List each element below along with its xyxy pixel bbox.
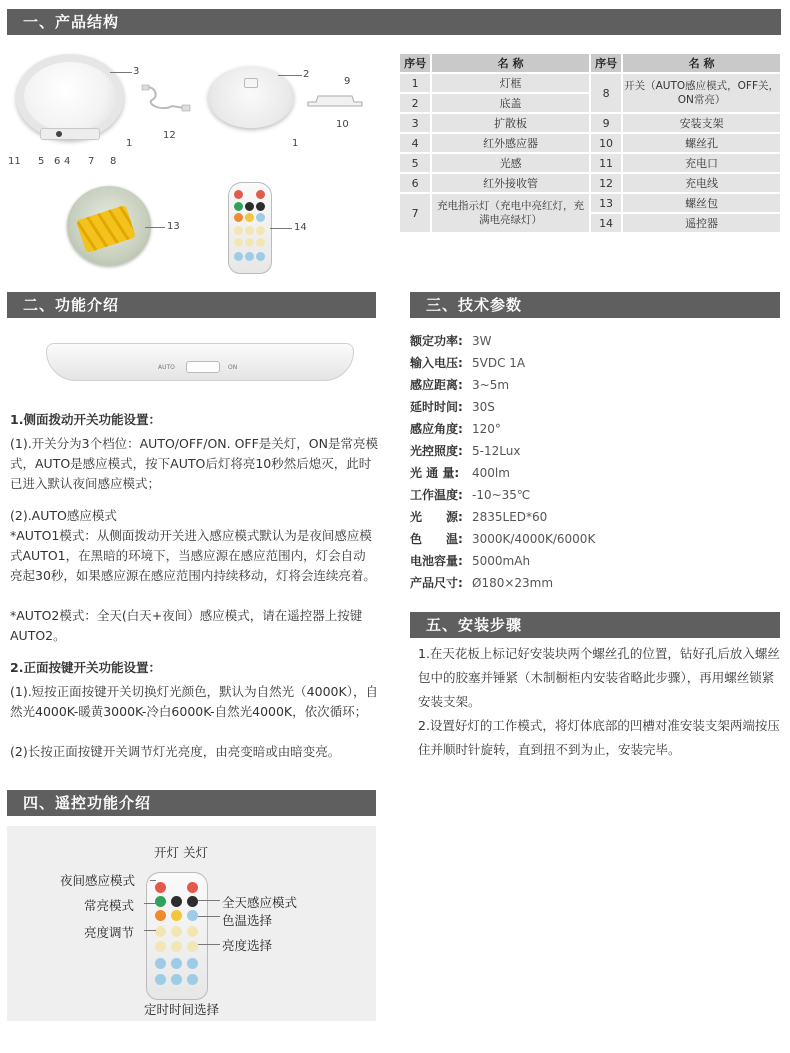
lamp-back-detail bbox=[244, 78, 258, 88]
install-step-1: 1.在天花板上标记好安装块两个螺丝孔的位置，钻好孔后放入螺丝包中的胶塞并锤紧（木制橱柜内安装省略此步骤），再用螺丝锁紧安装支架。 bbox=[418, 646, 780, 709]
btn-on bbox=[155, 882, 166, 893]
remote-label-timer: 定时时间选择 bbox=[144, 1002, 220, 1017]
switch-label-auto: AUTO bbox=[158, 364, 175, 371]
side-switch bbox=[186, 361, 220, 373]
table-cell: 13 bbox=[591, 194, 621, 212]
table-cell: 红外接收管 bbox=[432, 174, 589, 192]
callout-9: 9 bbox=[344, 76, 351, 87]
header-name-1: 名 称 bbox=[432, 54, 589, 72]
callout-6: 6 bbox=[54, 156, 61, 167]
btn-off bbox=[187, 882, 198, 893]
spec-row: 光 通 量: 400lm bbox=[410, 466, 510, 480]
lamp-front-base bbox=[40, 128, 100, 140]
table-cell: 5 bbox=[400, 154, 430, 172]
func-heading-2: 2.正面按键开关功能设置： bbox=[10, 660, 161, 675]
header-name-2: 名 称 bbox=[623, 54, 780, 72]
callout-2: 2 bbox=[303, 69, 310, 80]
remote-label-on-off: 开灯 关灯 bbox=[154, 845, 208, 860]
table-cell: 6 bbox=[400, 174, 430, 192]
table-cell: 底盖 bbox=[432, 94, 589, 112]
lamp-sensor-dots bbox=[56, 131, 62, 137]
callout-11: 11 bbox=[8, 156, 21, 167]
table-cell: 安装支架 bbox=[623, 114, 780, 132]
table-cell: 10 bbox=[591, 134, 621, 152]
table-cell: 7 bbox=[400, 194, 430, 232]
table-cell: 遥控器 bbox=[623, 214, 780, 232]
callout-7: 7 bbox=[88, 156, 95, 167]
table-cell: 扩散板 bbox=[432, 114, 589, 132]
spec-row: 光 源: 2835LED*60 bbox=[410, 510, 548, 524]
table-cell: 1 bbox=[400, 74, 430, 92]
table-cell: 12 bbox=[591, 174, 621, 192]
spec-row: 额定功率: 3W bbox=[410, 334, 492, 348]
callout-3: 3 bbox=[133, 66, 140, 77]
remote-label-all-day: 全天感应模式 bbox=[222, 895, 298, 910]
callout-12: 12 bbox=[163, 130, 176, 141]
section-header-specs: 三、技术参数 bbox=[410, 292, 780, 318]
table-cell: 螺丝包 bbox=[623, 194, 780, 212]
section-header-remote: 四、遥控功能介绍 bbox=[7, 790, 376, 816]
callout-10: 10 bbox=[336, 119, 349, 130]
table-cell: 开关（AUTO感应模式，OFF关，ON常亮） bbox=[623, 74, 780, 112]
remote-label-brightness-sel: 亮度选择 bbox=[222, 938, 273, 953]
remote-label-color-temp: 色温选择 bbox=[222, 913, 273, 928]
switch-label-on: ON bbox=[228, 364, 238, 371]
install-step-2: 2.设置好灯的工作模式，将灯体底部的凹槽对准安装支架两端按压住并顺时针旋转，直到扭不到为止，安装完毕。 bbox=[418, 718, 780, 757]
remote-label-brightness-adj: 亮度调节 bbox=[84, 925, 135, 940]
section-header-install: 五、安装步骤 bbox=[410, 612, 780, 638]
callout-1: 1 bbox=[126, 138, 133, 149]
callout-13: 13 bbox=[167, 221, 180, 232]
mounting-bracket-image bbox=[306, 88, 364, 112]
table-cell: 光感 bbox=[432, 154, 589, 172]
table-cell: 充电口 bbox=[623, 154, 780, 172]
callout-5: 5 bbox=[38, 156, 45, 167]
func-para-4: (2)长按正面按键开关调节灯光亮度，由亮变暗或由暗变亮。 bbox=[10, 744, 341, 759]
callout-4: 4 bbox=[64, 156, 71, 167]
table-cell: 灯框 bbox=[432, 74, 589, 92]
table-cell: 4 bbox=[400, 134, 430, 152]
spec-row: 产品尺寸: Ø180×23mm bbox=[410, 576, 554, 590]
table-cell: 2 bbox=[400, 94, 430, 112]
table-cell: 9 bbox=[591, 114, 621, 132]
table-cell: 充电指示灯（充电中亮红灯，充满电亮绿灯） bbox=[432, 194, 589, 232]
table-cell: 3 bbox=[400, 114, 430, 132]
table-cell: 螺丝孔 bbox=[623, 134, 780, 152]
remote-label-night: 夜间感应模式 bbox=[60, 873, 136, 888]
func-para-3: (1).短按正面按键开关切换灯光颜色，默认为自然光（4000K），自然光4000K-暖黄3000K-冷白6000K-自然光4000K，依次循环； bbox=[10, 684, 378, 719]
func-heading-1: 1.侧面拨动开关功能设置： bbox=[10, 412, 161, 427]
parts-table bbox=[398, 52, 782, 234]
func-para-1: (1).开关分为3个档位：AUTO/OFF/ON. OFF是关灯，ON是常亮模式，AUTO是感应模式，按下AUTO后灯将亮10秒然后熄灭，此时已进入默认夜间感应模式； bbox=[10, 436, 378, 491]
table-cell: 红外感应器 bbox=[432, 134, 589, 152]
spec-row: 电池容量: 5000mAh bbox=[410, 554, 531, 568]
charging-cable-image bbox=[140, 82, 192, 118]
header-no-2: 序号 bbox=[591, 54, 621, 72]
callout-1b: 1 bbox=[292, 138, 299, 149]
table-cell: 充电线 bbox=[623, 174, 780, 192]
func-para-2b: *AUTO1模式：从侧面拨动开关进入感应模式默认为是夜间感应模式AUTO1，在黑暗的环境下，当感应源在感应范围内，灯会自动亮起30秒，如果感应源在感应范围内持续移动，灯将会连续亮着。 bbox=[10, 528, 376, 583]
table-cell: 14 bbox=[591, 214, 621, 232]
func-para-2a: (2).AUTO感应模式 bbox=[10, 508, 117, 523]
spec-row: 感应角度: 120° bbox=[410, 422, 501, 436]
section-header-structure: 一、产品结构 bbox=[7, 9, 781, 35]
section-header-function: 二、功能介绍 bbox=[7, 292, 376, 318]
table-cell: 8 bbox=[591, 74, 621, 112]
table-cell: 11 bbox=[591, 154, 621, 172]
spec-row: 输入电压: 5VDC 1A bbox=[410, 356, 526, 370]
callout-8: 8 bbox=[110, 156, 117, 167]
spec-row: 色 温: 3000K/4000K/6000K bbox=[410, 532, 596, 546]
remote-label-always-on: 常亮模式 bbox=[84, 898, 135, 913]
func-para-2c: *AUTO2模式：全天(白天+夜间）感应模式，请在遥控器上按键AUTO2。 bbox=[10, 608, 363, 643]
spec-row: 光控照度: 5-12Lux bbox=[410, 444, 521, 458]
spec-row: 延时时间: 30S bbox=[410, 400, 495, 414]
callout-14: 14 bbox=[294, 222, 307, 233]
header-no-1: 序号 bbox=[400, 54, 430, 72]
spec-row: 工作温度: -10~35℃ bbox=[410, 488, 531, 502]
spec-row: 感应距离: 3~5m bbox=[410, 378, 510, 392]
